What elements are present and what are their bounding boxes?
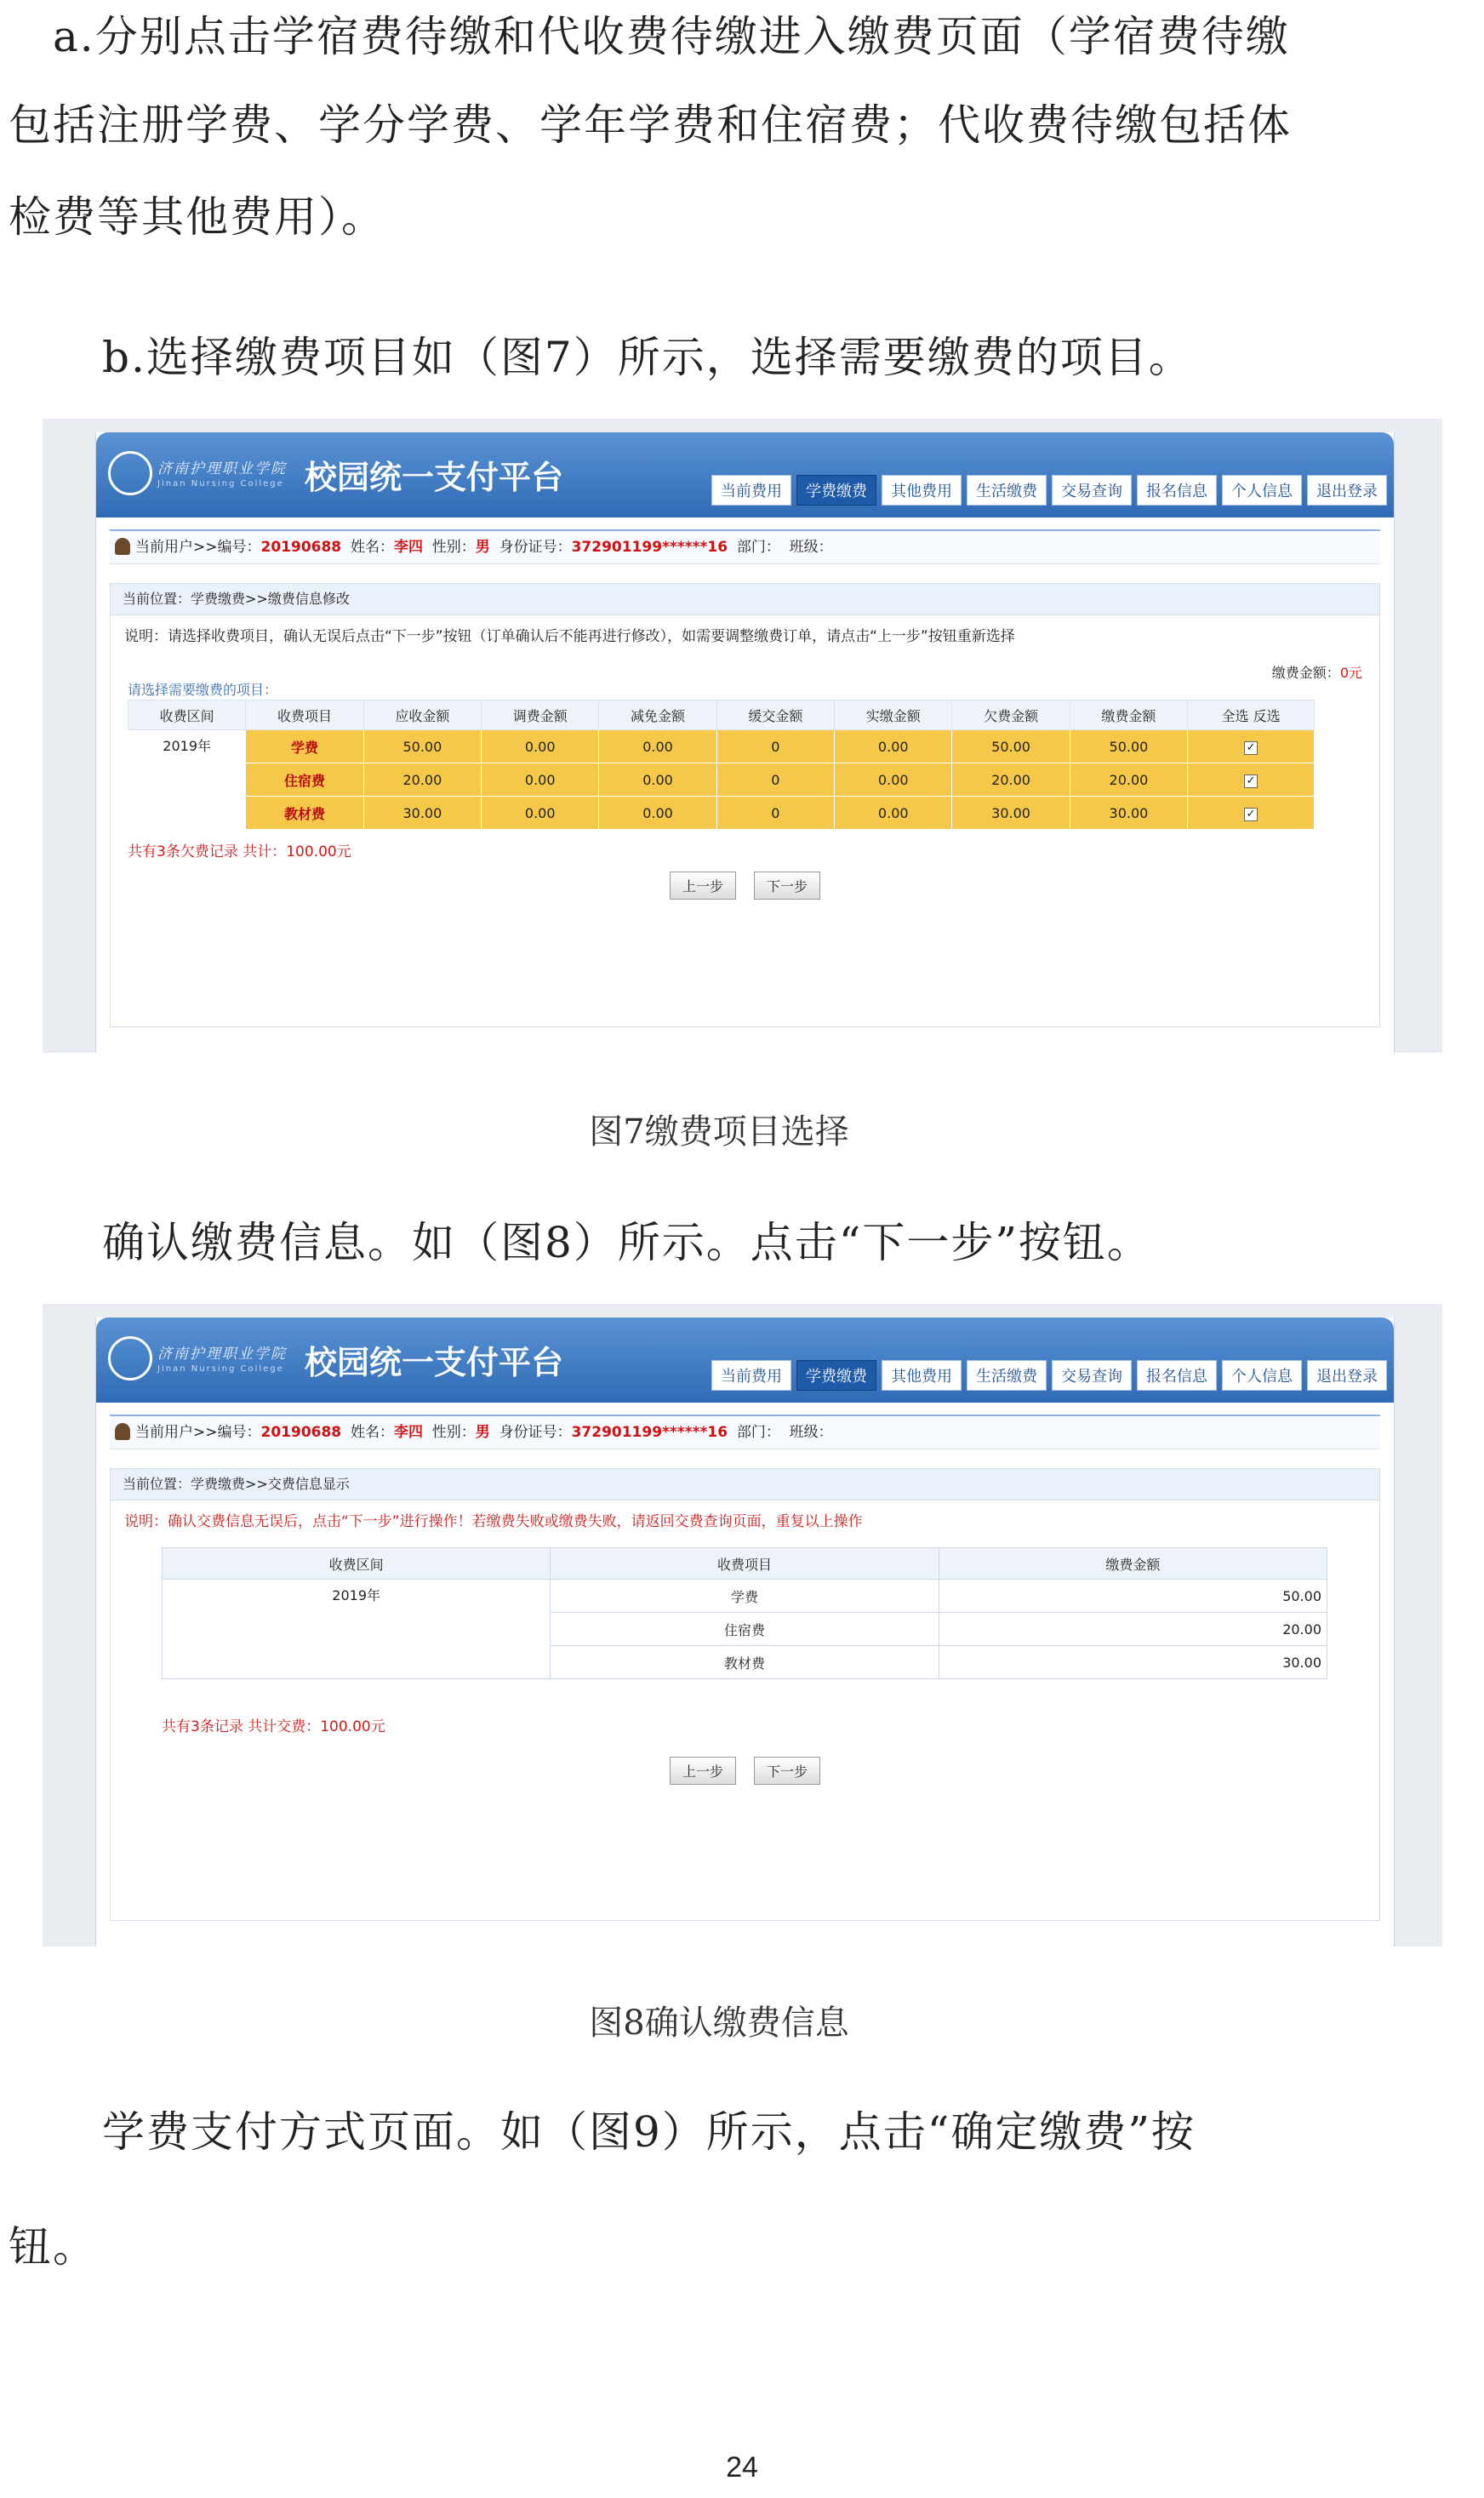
cell: 20.00 <box>1070 763 1187 797</box>
col-adjust: 调费金额 <box>482 700 599 730</box>
cell: 学费 <box>246 730 363 763</box>
cell: 50.00 <box>939 1580 1327 1613</box>
prev-step-button[interactable]: 上一步 <box>670 872 736 900</box>
cell: 0 <box>716 797 834 830</box>
figure-8-screenshot <box>43 1304 1442 1946</box>
school-name: 济南护理职业学院 <box>157 460 287 477</box>
nav-transactions[interactable]: 交易查询 <box>1052 475 1132 506</box>
para-c: 确认缴费信息。如（图8）所示。点击“下一步”按钮。 <box>102 1218 1151 1267</box>
breadcrumb: 当前位置：学费缴费>>缴费信息修改 <box>111 584 1379 615</box>
user-info-bar <box>110 529 1380 564</box>
cell: 0 <box>716 763 834 797</box>
para-a-line2: 包括注册学费、学分学费、学年学费和住宿费；代收费待缴包括体 <box>9 100 1292 150</box>
row-checkbox[interactable]: ✓ <box>1244 808 1258 821</box>
user-prefix: 当前用户>>编号： <box>135 1424 261 1441</box>
caption-figure-8: 图8确认缴费信息 <box>589 2004 849 2043</box>
nav-registration[interactable]: 报名信息 <box>1137 1360 1217 1391</box>
next-step-button[interactable]: 下一步 <box>754 1757 820 1785</box>
user-gender: 男 <box>475 1424 490 1441</box>
instruction-note: 说明：确认交费信息无误后，点击“下一步”进行操作！若缴费失败或缴费失败，请返回交费查询页面，重复以上操作 <box>124 1513 863 1530</box>
col-amount: 缴费金额 <box>939 1548 1327 1580</box>
col-item: 收费项目 <box>246 700 363 730</box>
app-window <box>95 1318 1395 1946</box>
nav-profile[interactable]: 个人信息 <box>1222 475 1302 506</box>
top-nav <box>711 475 1387 506</box>
instruction-note: 说明：请选择收费项目，确认无误后点击“下一步”按钮（订单确认后不能再进行修改），如需要调整缴费订单，请点击“上一步”按钮重新选择 <box>124 628 1015 645</box>
app-header <box>96 1318 1394 1403</box>
user-id: 20190688 <box>260 539 342 556</box>
fee-select-panel <box>110 583 1380 1027</box>
table-row <box>163 1580 1327 1613</box>
confirm-panel <box>110 1468 1380 1921</box>
name-label: 姓名： <box>350 539 394 556</box>
user-gender: 男 <box>475 539 490 556</box>
app-header <box>96 432 1394 517</box>
nav-current-fees[interactable]: 当前费用 <box>711 475 791 506</box>
school-logo-icon <box>108 1336 152 1380</box>
pay-amount-label: 缴费金额： <box>1271 665 1340 681</box>
cell: 30.00 <box>939 1646 1327 1679</box>
para-d-line2: 钮。 <box>9 2222 97 2272</box>
user-idno: 372901199******16 <box>571 539 728 556</box>
dept-label: 部门： <box>736 1424 780 1441</box>
cell: 住宿费 <box>246 763 363 797</box>
cell: 50.00 <box>1070 730 1187 763</box>
table-row <box>128 797 1315 830</box>
top-nav <box>711 1360 1387 1391</box>
class-label: 班级： <box>789 539 833 556</box>
idno-label: 身份证号： <box>499 539 572 556</box>
col-reduce: 减免金额 <box>599 700 716 730</box>
col-due: 应收金额 <box>363 700 481 730</box>
user-icon <box>115 538 130 555</box>
school-name-en: Jinan Nursing College <box>157 479 284 489</box>
para-a-line3: 检费等其他费用）。 <box>9 192 385 242</box>
cell: 0.00 <box>599 730 716 763</box>
cell: 住宿费 <box>551 1613 939 1646</box>
row-checkbox[interactable]: ✓ <box>1244 775 1258 788</box>
cell: 30.00 <box>952 797 1070 830</box>
user-prefix: 当前用户>>编号： <box>135 539 261 556</box>
table-row <box>128 763 1315 797</box>
arrears-summary: 共有3条欠费记录 共计：100.00元 <box>128 843 351 860</box>
col-period: 收费区间 <box>128 700 246 730</box>
app-title: 校园统一支付平台 <box>305 459 564 496</box>
col-period: 收费区间 <box>163 1548 551 1580</box>
cell: 学费 <box>551 1580 939 1613</box>
col-owe: 欠费金额 <box>952 700 1070 730</box>
step-buttons <box>111 1757 1379 1785</box>
nav-living[interactable]: 生活缴费 <box>967 1360 1047 1391</box>
para-a-line1: a.分别点击学宿费待缴和代收费待缴进入缴费页面（学宿费待缴 <box>53 12 1290 61</box>
cell: 0.00 <box>482 797 599 830</box>
pay-amount-value: 0元 <box>1339 665 1362 681</box>
cell: 0.00 <box>599 763 716 797</box>
cell: 20.00 <box>939 1613 1327 1646</box>
class-label: 班级： <box>789 1424 833 1441</box>
next-step-button[interactable]: 下一步 <box>754 872 820 900</box>
user-name: 李四 <box>393 539 423 556</box>
dept-label: 部门： <box>736 539 780 556</box>
cell: 0.00 <box>482 763 599 797</box>
cell: 教材费 <box>551 1646 939 1679</box>
app-window <box>95 432 1395 1053</box>
col-select-all[interactable]: 全选 反选 <box>1188 700 1315 730</box>
row-checkbox[interactable]: ✓ <box>1244 741 1258 755</box>
fee-table <box>128 700 1315 830</box>
school-name: 济南护理职业学院 <box>157 1346 287 1363</box>
idno-label: 身份证号： <box>499 1424 572 1441</box>
cell: 30.00 <box>1070 797 1187 830</box>
name-label: 姓名： <box>350 1424 394 1441</box>
caption-figure-7: 图7缴费项目选择 <box>589 1112 849 1152</box>
nav-tuition[interactable]: 学费缴费 <box>796 1360 876 1391</box>
prev-step-button[interactable]: 上一步 <box>670 1757 736 1785</box>
period-cell: 2019年 <box>163 1580 551 1679</box>
col-item: 收费项目 <box>551 1548 939 1580</box>
user-info-bar <box>110 1415 1380 1449</box>
user-icon <box>115 1423 130 1440</box>
user-name: 李四 <box>393 1424 423 1441</box>
user-id: 20190688 <box>260 1424 342 1441</box>
para-b: b.选择缴费项目如（图7）所示，选择需要缴费的项目。 <box>102 333 1193 382</box>
col-pay: 缴费金额 <box>1070 700 1187 730</box>
cell: 0.00 <box>835 797 952 830</box>
nav-current-fees[interactable]: 当前费用 <box>711 1360 791 1391</box>
cell: 0.00 <box>599 797 716 830</box>
gender-label: 性别： <box>431 539 476 556</box>
breadcrumb: 当前位置：学费缴费>>交费信息显示 <box>111 1469 1379 1501</box>
cell: 0.00 <box>482 730 599 763</box>
confirm-table <box>162 1547 1327 1679</box>
school-name-en: Jinan Nursing College <box>157 1364 284 1374</box>
nav-living[interactable]: 生活缴费 <box>967 475 1047 506</box>
nav-other-fees[interactable]: 其他费用 <box>882 1360 962 1391</box>
cell: 0 <box>716 730 834 763</box>
cell: 0.00 <box>835 730 952 763</box>
nav-other-fees[interactable]: 其他费用 <box>882 475 962 506</box>
app-title: 校园统一支付平台 <box>305 1344 564 1381</box>
cell: 20.00 <box>363 763 481 797</box>
col-defer: 缓交金额 <box>716 700 834 730</box>
nav-logout[interactable]: 退出登录 <box>1307 475 1387 506</box>
pay-amount <box>1272 662 1362 682</box>
nav-transactions[interactable]: 交易查询 <box>1052 1360 1132 1391</box>
cell: 50.00 <box>952 730 1070 763</box>
col-paid: 实缴金额 <box>835 700 952 730</box>
gender-label: 性别： <box>431 1424 476 1441</box>
cell: 教材费 <box>246 797 363 830</box>
table-row <box>128 730 1315 763</box>
cell: 0.00 <box>835 763 952 797</box>
para-d-line1: 学费支付方式页面。如（图9）所示，点击“确定缴费”按 <box>102 2107 1196 2157</box>
nav-tuition[interactable]: 学费缴费 <box>796 475 876 506</box>
school-logo-icon <box>108 451 152 495</box>
figure-7-screenshot <box>43 419 1442 1053</box>
page-number: 24 <box>726 2451 758 2484</box>
nav-registration[interactable]: 报名信息 <box>1137 475 1217 506</box>
step-buttons <box>111 872 1379 900</box>
nav-logout[interactable]: 退出登录 <box>1307 1360 1387 1391</box>
cell: 30.00 <box>363 797 481 830</box>
nav-profile[interactable]: 个人信息 <box>1222 1360 1302 1391</box>
cell: 20.00 <box>952 763 1070 797</box>
cell: 50.00 <box>363 730 481 763</box>
select-prompt: 请选择需要缴费的项目： <box>128 682 278 698</box>
confirm-summary: 共有3条记录 共计交费：100.00元 <box>162 1718 385 1735</box>
period-cell: 2019年 <box>128 730 246 830</box>
user-idno: 372901199******16 <box>571 1424 728 1441</box>
